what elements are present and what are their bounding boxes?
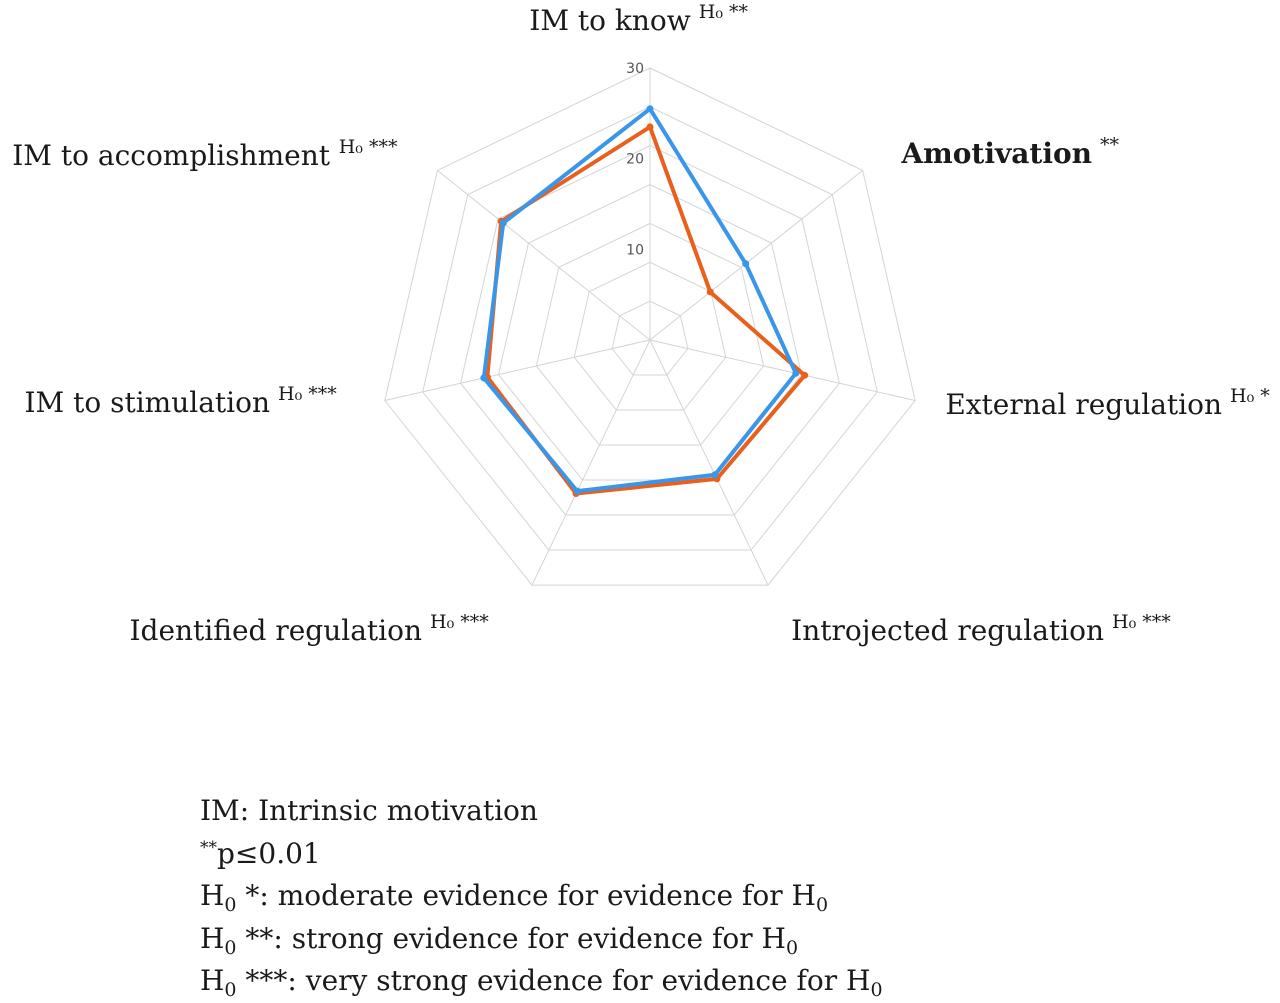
- note-sub: 0: [224, 894, 237, 916]
- grid-spoke: [532, 340, 650, 585]
- axis-label: Amotivation: [901, 137, 1092, 170]
- note-h0-very-strong: [200, 960, 1100, 1003]
- data-point: [647, 123, 654, 130]
- axis-label-superscript: **: [1100, 134, 1119, 156]
- note-text: **: strong evidence for evidence for H: [236, 921, 786, 955]
- grid-spoke: [650, 340, 768, 585]
- tick-label: 10: [626, 242, 644, 259]
- note-text: ***: very strong evidence for evidence for H: [236, 964, 871, 997]
- note-text: H: [200, 879, 225, 912]
- note-sub: 0: [224, 979, 237, 1001]
- note-h0-strong: [200, 918, 1100, 961]
- note-h0-moderate: [200, 875, 1100, 918]
- axis-label: Identified regulation: [129, 614, 422, 647]
- note-sub: 0: [815, 894, 829, 916]
- note-sup: **: [200, 837, 217, 858]
- data-point: [742, 260, 749, 267]
- radar-series: [480, 105, 808, 497]
- note-text: H: [200, 921, 225, 955]
- data-point: [801, 372, 808, 379]
- note-text: H: [200, 964, 225, 997]
- radar-spokes: [385, 68, 915, 585]
- axis-label-superscript: H₀ ***: [1112, 611, 1171, 633]
- axis-label: External regulation: [945, 388, 1222, 421]
- note-sub: 0: [224, 936, 237, 959]
- data-point: [711, 471, 718, 478]
- grid-spoke: [385, 340, 650, 401]
- axis-label: IM to accomplishment: [12, 139, 330, 172]
- note-sub: 0: [785, 936, 799, 959]
- data-point: [792, 370, 799, 377]
- data-point: [500, 219, 507, 226]
- data-point: [647, 105, 654, 112]
- note-sub: 0: [870, 979, 883, 1001]
- axis-label: Introjected regulation: [791, 614, 1104, 647]
- radar-tick-labels: [626, 61, 644, 258]
- data-point: [574, 488, 581, 495]
- note-im-definition: [200, 790, 1100, 833]
- axis-label-superscript: H₀ *: [1230, 385, 1270, 407]
- axis-label: IM to stimulation: [24, 386, 270, 419]
- data-point: [707, 288, 714, 295]
- data-point: [480, 374, 487, 381]
- note-text: p≤0.01: [217, 836, 321, 870]
- chart-notes: [200, 790, 1100, 1003]
- axis-label-superscript: H₀ ***: [430, 611, 489, 633]
- note-p-value: [200, 833, 1100, 876]
- note-text: IM: Intrinsic motivation: [200, 794, 538, 827]
- axis-label-superscript: H₀ ***: [338, 136, 398, 158]
- axis-label-superscript: H₀ **: [698, 1, 748, 23]
- grid-spoke: [650, 170, 863, 340]
- axis-label-superscript: H₀ ***: [278, 383, 337, 405]
- axis-label: IM to know: [529, 4, 691, 37]
- note-text: *: moderate evidence for evidence for H: [236, 879, 816, 912]
- tick-label: 30: [626, 61, 644, 77]
- tick-label: 20: [626, 151, 644, 168]
